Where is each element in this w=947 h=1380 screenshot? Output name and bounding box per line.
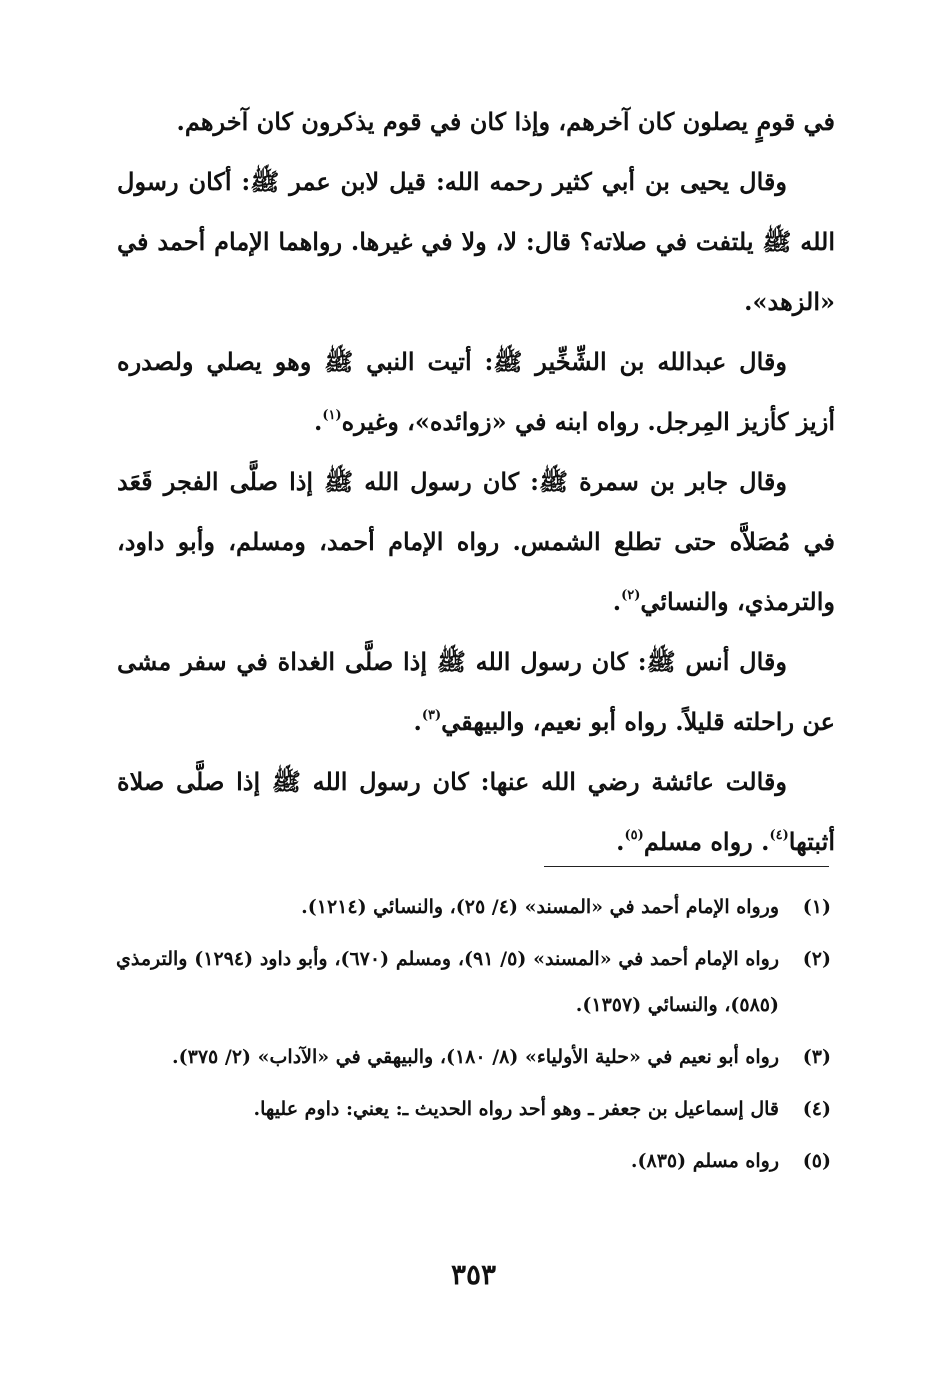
footnote-number: (٥) xyxy=(802,1150,831,1172)
footnote-1 xyxy=(116,884,831,930)
paragraph-6-text: وقالت عائشة رضي الله عنها: كان رسول الله ﷺ إذا صلَّى صلاة أثبتها xyxy=(117,767,835,856)
paragraph-3 xyxy=(117,332,835,452)
paragraph-6-end: . xyxy=(616,827,625,856)
paragraph-5-text: وقال أنس ﷺ: كان رسول الله ﷺ إذا صلَّى الغداة في سفر مشى عن راحلته قليلاً. رواه أبو نعيم، والبيهقي xyxy=(117,647,835,736)
footnote-number: (٢) xyxy=(802,948,831,970)
paragraph-1-text: في قومٍ يصلون كان آخرهم، وإذا كان في قوم يذكرون كان آخرهم. xyxy=(176,107,835,136)
paragraph-2-text: وقال يحيى بن أبي كثير رحمه الله: قيل لابن عمر ﷺ: أكان رسول الله ﷺ يلتفت في صلاته؟ قال: لا، ولا في غيرها. رواهما الإمام أحمد في «الزهد». xyxy=(117,167,835,316)
footnote-5 xyxy=(116,1138,831,1184)
footnote-3 xyxy=(116,1034,831,1080)
paragraph-3-text: وقال عبدالله بن الشِّخِّير ﷺ: أتيت النبي ﷺ وهو يصلي ولصدره أزيز كأزيز المِرجل. رواه ابنه في «زوائده»، وغيره xyxy=(117,347,835,436)
paragraph-4-text: وقال جابر بن سمرة ﷺ: كان رسول الله ﷺ إذا صلَّى الفجر قَعَد في مُصَلاَّه حتى تطلع الشمس. رواه الإمام أحمد، ومسلم، وأبو داود، والترمذي، والنسائي xyxy=(117,467,835,616)
footnote-number: (١) xyxy=(802,896,831,918)
paragraph-6 xyxy=(117,752,835,872)
paragraph-6-text-2: . رواه مسلم xyxy=(643,827,770,856)
paragraph-1 xyxy=(117,92,835,152)
page-number: ٣٥٣ xyxy=(450,1258,497,1291)
paragraph-4 xyxy=(117,452,835,632)
footnote-2 xyxy=(116,936,831,1028)
footnotes xyxy=(116,884,831,1190)
paragraph-3-end: . xyxy=(313,407,323,436)
paragraph-4-end: . xyxy=(612,587,622,616)
footnote-text: رواه مسلم (٨٣٥). xyxy=(630,1150,779,1172)
footnote-4 xyxy=(116,1086,831,1132)
main-text xyxy=(117,92,835,872)
footnote-number: (٣) xyxy=(802,1046,831,1068)
paragraph-5-end: . xyxy=(413,707,422,736)
footnote-text: ورواه الإمام أحمد في «المسند» (٤/ ٢٥)، والنسائي (١٢١٤). xyxy=(301,896,779,918)
footnote-ref-4[interactable]: (٤) xyxy=(769,828,789,843)
footnote-text: رواه الإمام أحمد في «المسند» (٥/ ٩١)، ومسلم (٦٧٠)، وأبو داود (١٢٩٤) والترمذي (٥٨٥)، والنسائي (١٣٥٧). xyxy=(116,948,779,1016)
footnote-separator xyxy=(544,866,829,867)
footnote-text: قال إسماعيل بن جعفر ـ وهو أحد رواه الحديث ـ: يعني: داوم عليها. xyxy=(253,1098,779,1120)
footnote-ref-2[interactable]: (٢) xyxy=(621,588,641,603)
footnote-text: رواه أبو نعيم في «حلية الأولياء» (٨/ ١٨٠)، والبيهقي في «الآداب» (٢/ ٣٧٥). xyxy=(172,1046,779,1068)
footnote-ref-3[interactable]: (٣) xyxy=(421,708,442,723)
footnote-number: (٤) xyxy=(802,1098,831,1120)
footnote-ref-5[interactable]: (٥) xyxy=(624,828,644,843)
paragraph-5 xyxy=(117,632,835,752)
paragraph-2 xyxy=(117,152,835,332)
footnote-ref-1[interactable]: (١) xyxy=(322,408,342,423)
